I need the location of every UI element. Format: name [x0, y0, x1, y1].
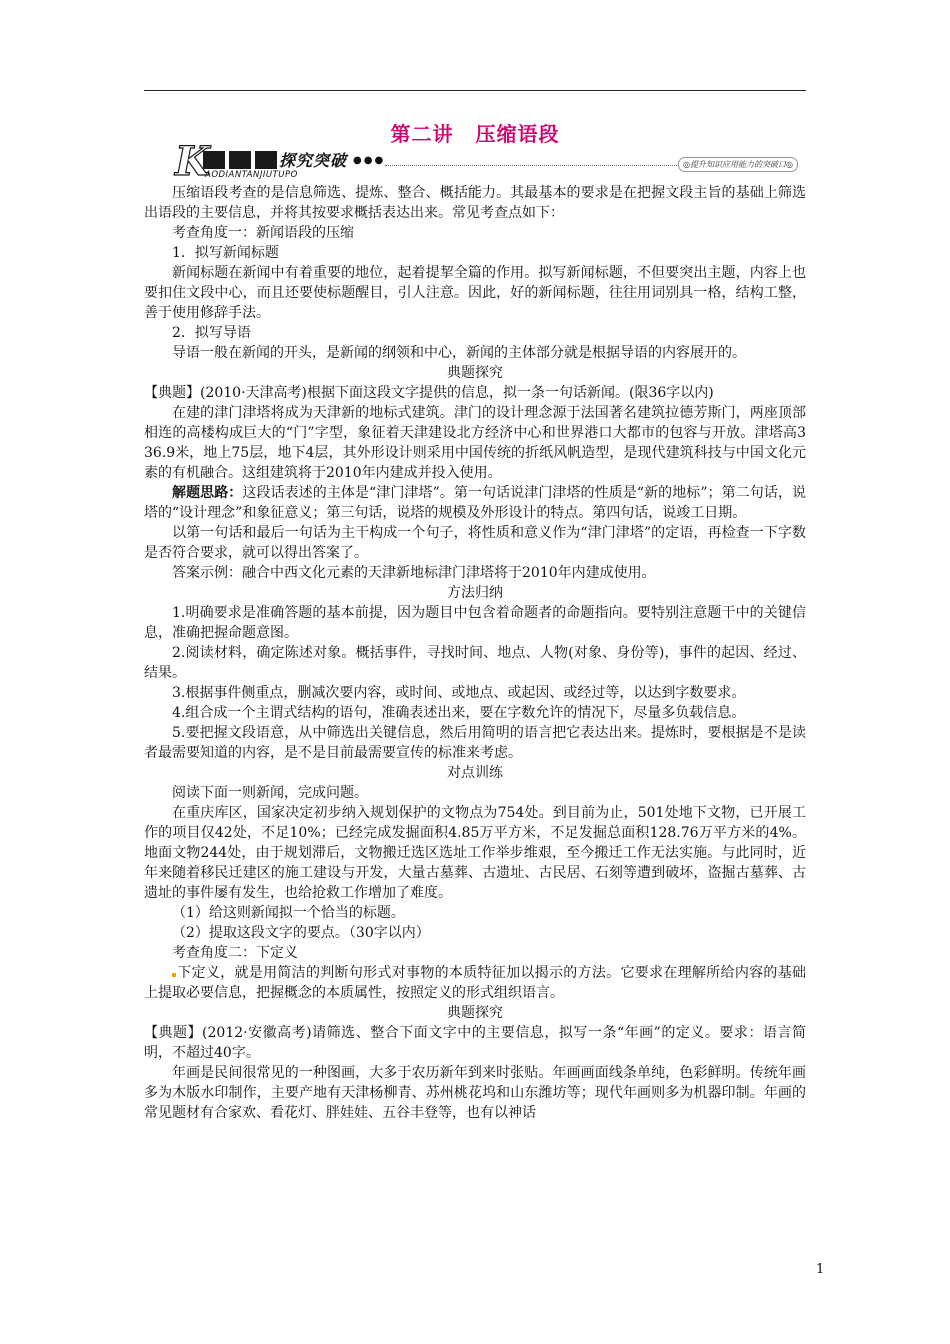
banner-tagline: ◎提升知识应用能力的突破口◎ — [678, 157, 798, 172]
method-item-3: 3.根据事件侧重点，删减次要内容，或时间、或地点、或起因、或经过等，以达到字数要求。 — [172, 685, 746, 701]
subheading-headline: 1．拟写新闻标题 — [172, 245, 279, 261]
example-passage: 在建的津门津塔将成为天津新的地标式建筑。津门的设计理念源于法国著名建筑拉德芳斯门，两座顶部相连的高楼构成巨大的“门”字型，象征着天津建设北方经济中心和世界港口大都市的包容与开放。津塔高336.9米，地上75层，地下4层，其外形设计则采用中国传统的折纸风帆造型，是现代建筑科技与中国文化元素的有机融合。这组建筑将于2010年内建成并投入使用。 — [144, 405, 806, 481]
method-item-2: 2.阅读材料，确定陈述对象。概括事件，寻找时间、地点、人物(对象、身份等)，事件的起因、经过、结果。 — [144, 645, 806, 681]
banner-dotted-line — [385, 165, 677, 166]
section-heading-method: 方法归纳 — [447, 585, 503, 601]
definition-paragraph — [144, 963, 806, 1003]
section-heading-example-2: 典题探究 — [447, 1005, 503, 1021]
method-item-1: 1.明确要求是准确答题的基本前提，因为题目中包含着命题者的命题指向。要特别注意题干中的关键信息，准确把握命题意图。 — [144, 605, 806, 641]
headline-paragraph: 新闻标题在新闻中有着重要的地位，起着提挈全篇的作用。拟写新闻标题，不但要突出主题，内容上也要扣住文段中心，而且还要使标题醒目，引人注意。因此，好的新闻标题，往往用词别具一格，结构工整，善于使用修辞手法。 — [144, 265, 806, 321]
example-passage-2: 年画是民间很常见的一种图画，大多于农历新年到来时张贴。年画画面线条单纯，色彩鲜明。传统年画多为木版水印制作，主要产地有天津杨柳青、苏州桃花坞和山东潍坊等；现代年画则多为机器印制。年画的常见题材有合家欢、看花灯、胖娃娃、五谷丰登等，也有以神话 — [144, 1065, 806, 1121]
lead-paragraph: 导语一般在新闻的开头，是新闻的纲领和中心，新闻的主体部分就是根据导语的内容展开的。 — [172, 345, 746, 361]
section-banner — [175, 138, 845, 185]
banner-dots-icon: ●●● — [353, 155, 386, 166]
marker-icon — [172, 973, 176, 977]
section-heading-example: 典题探究 — [447, 365, 503, 381]
subheading-lead: 2．拟写导语 — [172, 325, 251, 341]
angle-two-heading: 考查角度二：下定义 — [172, 945, 298, 961]
header-rule — [144, 90, 806, 91]
title-topic: 压缩语段 — [475, 122, 560, 146]
title-lecture: 第二讲 — [390, 122, 454, 146]
practice-question-1: （1）给这则新闻拟一个恰当的标题。 — [172, 905, 405, 921]
solution-paragraph — [144, 483, 806, 523]
example-question: 【典题】(2010·天津高考)根据下面这段文字提供的信息，拟一条一句话新闻。(限36字以内) — [144, 385, 714, 401]
solution-paragraph-2: 以第一句话和最后一句话为主干构成一个句子，将性质和意义作为“津门津塔”的定语，再检查一下字数是否符合要求，就可以得出答案了。 — [144, 525, 806, 561]
answer-example: 答案示例：融合中西文化元素的天津新地标津门津塔将于2010年内建成使用。 — [172, 565, 656, 581]
solution-label: 解题思路： — [172, 485, 243, 501]
intro-paragraph: 压缩语段考查的是信息筛选、提炼、整合、概括能力。其最基本的要求是在把握文段主旨的基础上筛选出语段的主要信息，并将其按要求概括表达出来。常见考查点如下： — [144, 185, 806, 221]
solution-text: 这段话表述的主体是“津门津塔”。第一句话说津门津塔的性质是“新的地标”；第二句话，说塔的“设计理念”和象征意义；第三句话，说塔的规模及外形设计的特点。第四句话，说竣工日期。 — [144, 485, 806, 521]
method-item-5: 5.要把握文段语意，从中筛选出关键信息，然后用简明的语言把它表达出来。提炼时，要根据是不是读者最需要知道的内容，是不是目前最需要宣传的标准来考虑。 — [144, 725, 806, 761]
banner-pinyin: AODIANTANJIUTUPO — [205, 170, 298, 180]
practice-question-2: （2）提取这段文字的要点。（30字以内） — [172, 925, 430, 941]
banner-k-logo: K — [175, 138, 210, 185]
practice-passage: 在重庆库区，国家决定初步纳入规划保护的文物点为754处。到目前为止，501处地下文物，已开展工作的项目仅42处，不足10%；已经完成发掘面积4.85万平方米，不足发掘总面积128.76万平方米的4%。地面文物244处，由于规划滞后，文物搬迁选区选址工作举步维艰，至今搬迁工作无法实施。与此同时，近年来随着移民迁建区的施工建设与开发，大量古墓葬、古遗址、古民居、石刻等遭到破坏，盗掘古墓葬、古遗址的事件屡有发生，也给抢救工作增加了难度。 — [144, 805, 806, 901]
page-number: 1 — [816, 1262, 825, 1277]
banner-label: 探究突破 — [279, 151, 348, 170]
method-item-4: 4.组合成一个主谓式结构的语句，准确表述出来，要在字数允许的情况下，尽量多负载信息。 — [172, 705, 746, 721]
document-body — [144, 183, 806, 1123]
angle-one-heading: 考查角度一：新闻语段的压缩 — [172, 225, 354, 241]
practice-instruction: 阅读下面一则新闻，完成问题。 — [172, 785, 368, 801]
example-question-2: 【典题】(2012·安徽高考)请筛选、整合下面文字中的主要信息，拟写一条“年画”的定义。要求：语言简明，不超过40字。 — [144, 1025, 806, 1061]
banner-bar-decoration — [203, 151, 279, 169]
section-heading-practice: 对点训练 — [447, 765, 503, 781]
definition-text: 下定义，就是用简洁的判断句形式对事物的本质特征加以揭示的方法。它要求在理解所给内容的基础上提取必要信息，把握概念的本质属性，按照定义的形式组织语言。 — [144, 965, 806, 1001]
